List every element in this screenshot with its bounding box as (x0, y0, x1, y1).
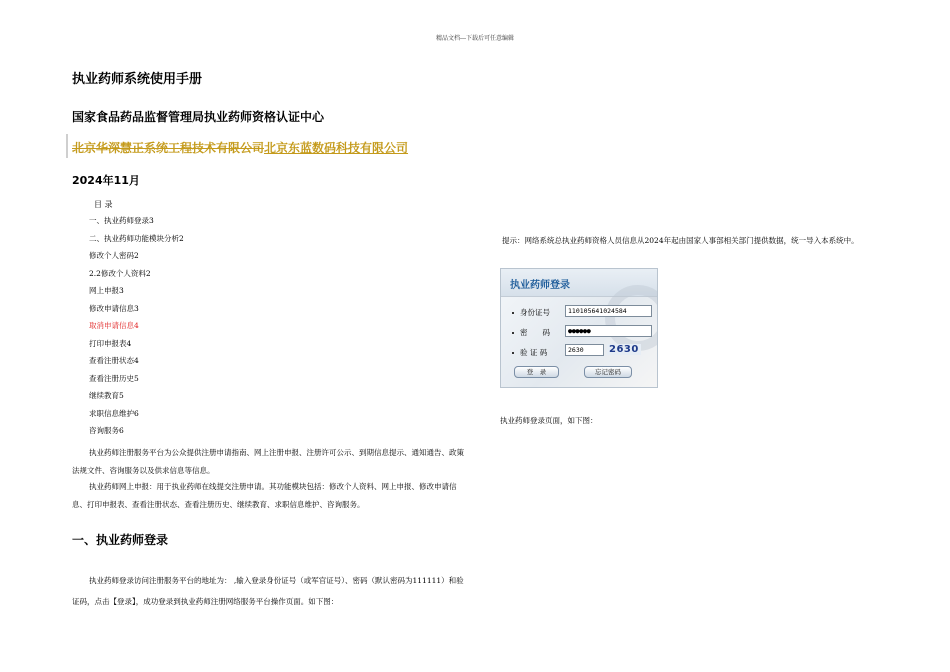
forgot-password-button[interactable]: 忘记密码 (584, 366, 632, 378)
company-name-deleted: 北京华深慧正系统工程技术有限公司 (72, 141, 265, 155)
toc-item[interactable]: 继续教育5 (89, 391, 124, 400)
password-label: 密 码 (520, 328, 550, 337)
password-input[interactable]: ●●●●●● (565, 325, 652, 337)
toc-item[interactable]: 二、执业药师功能模块分析2 (89, 233, 184, 243)
login-page-caption: 执业药师登录页面，如下图： (500, 416, 598, 425)
toc-item[interactable]: 打印申报表4 (89, 338, 132, 348)
toc-item[interactable]: 查看注册状态4 (89, 356, 139, 365)
toc-item[interactable]: 网上申报3 (89, 286, 124, 295)
document-title: 执业药师系统使用手册 (72, 72, 203, 87)
login-instructions-paragraph: 执业药师登录访问注册服务平台的地址为： ,输入登录身份证号（或军官证号）、密码（默认密码为111111）和验证码，点击【登录】，成功登录到执业药师注册网络服务平台操作页面。如下图： (72, 576, 464, 606)
toc-item[interactable]: 查看注册历史5 (89, 373, 139, 383)
login-panel-screenshot (500, 268, 658, 388)
bullet-icon (512, 352, 514, 354)
toc-item[interactable]: 2.2修改个人资料2 (89, 268, 151, 278)
toc-item[interactable]: 咨询服务6 (89, 426, 124, 435)
toc-item[interactable]: 修改个人密码2 (89, 251, 139, 260)
bullet-icon (512, 332, 514, 334)
company-name-inserted: 北京东蓝数码科技有限公司 (264, 141, 409, 155)
intro-paragraph: 执业药师注册服务平台为公众提供注册申请指南、网上注册申报、注册许可公示、到期信息提示、通知通告、政策法规文件、咨询服务以及供求信息等信息。 (72, 448, 464, 475)
company-names (72, 139, 408, 156)
toc-item[interactable]: 修改申请信息3 (89, 303, 139, 313)
toc-item[interactable]: 求职信息维护6 (89, 408, 139, 418)
captcha-row (512, 347, 547, 358)
id-number-row (512, 307, 550, 318)
table-of-contents (89, 216, 184, 444)
captcha-input[interactable]: 2630 (565, 344, 604, 356)
password-row (512, 327, 550, 338)
tip-paragraph: 提示：网络系统总执业药师资格人员信息从2024年起由国家人事部相关部门提供数据，统一导入本系统中。 (502, 236, 859, 245)
section-heading-login: 一、执业药师登录 (72, 533, 169, 547)
login-button[interactable]: 登 录 (514, 366, 559, 378)
toc-item[interactable]: 一、执业药师登录3 (89, 216, 154, 225)
login-panel-title: 执业药师登录 (510, 280, 570, 291)
id-number-label: 身份证号 (520, 308, 550, 317)
captcha-label: 验 证 码 (520, 348, 548, 357)
page-header-note: 精品文档---下载后可任意编辑 (435, 35, 515, 42)
organization-name: 国家食品药品监督管理局执业药师资格认证中心 (72, 110, 325, 124)
document-date: 2024年11月 (72, 174, 140, 187)
toc-title: 目 录 (94, 200, 113, 209)
toc-item-highlighted[interactable]: 取消申请信息4 (89, 321, 139, 330)
captcha-image: 2630 (609, 344, 639, 355)
online-declaration-paragraph: 执业药师网上申报：用于执业药师在线提交注册申请。其功能模块包括：修改个人资料、网上申报、修改申请信息、打印申报表、查看注册状态、查看注册历史、继续教育、求职信息维护、咨询服务。 (72, 482, 457, 509)
bullet-icon (512, 312, 514, 314)
decorative-ring-icon (605, 285, 658, 351)
revision-bar (66, 134, 68, 158)
id-number-input[interactable]: 110105641024584 (565, 305, 652, 317)
